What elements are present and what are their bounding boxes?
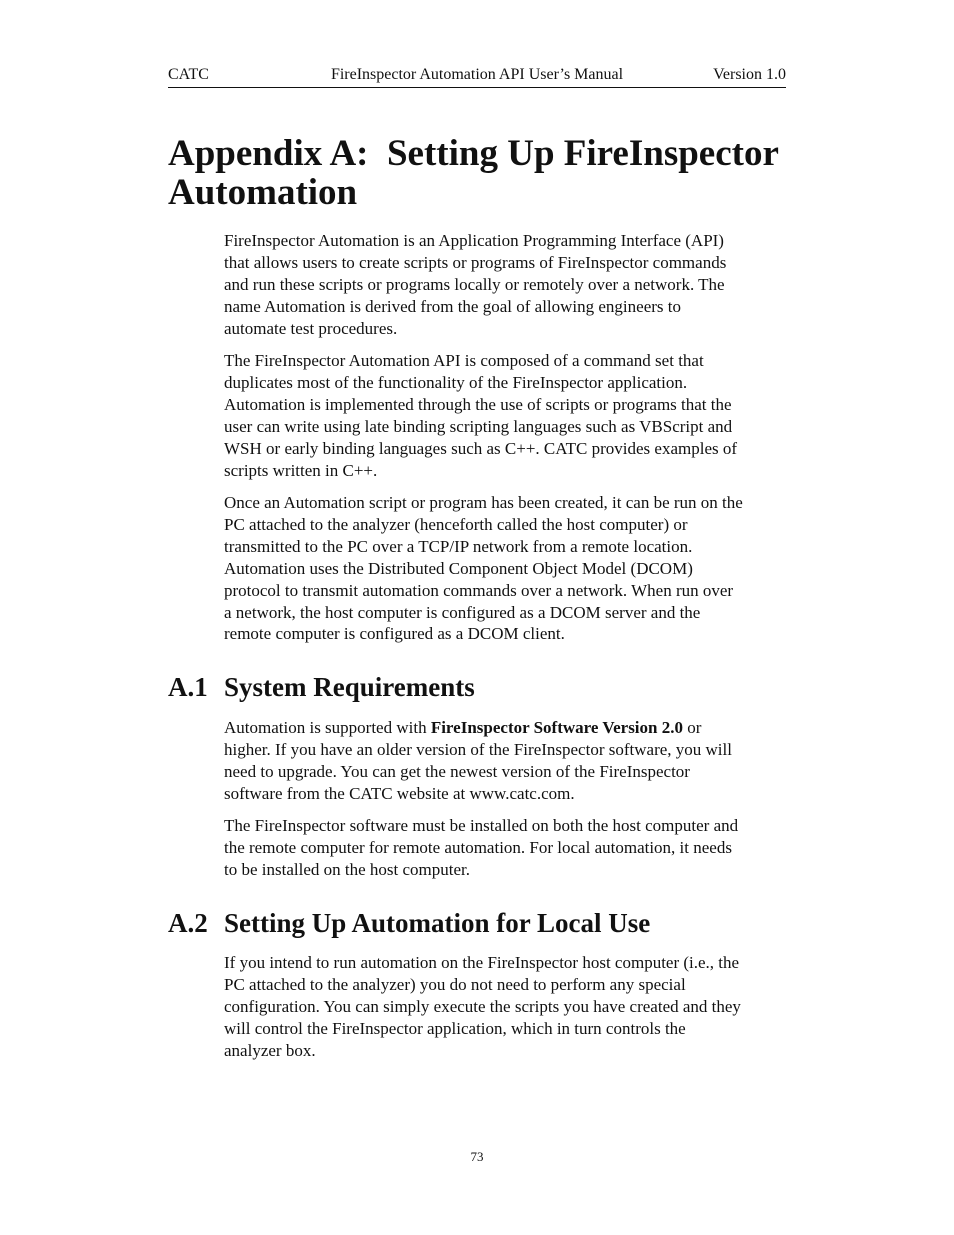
text-line: higher. If you have an older version of the FireInspector software, you will xyxy=(224,739,732,759)
text-line: need to upgrade. You can get the newest version of the FireInspector xyxy=(224,761,690,781)
section-heading-a1 xyxy=(168,672,475,702)
text-line: name Automation is derived from the goal of allowing engineers to xyxy=(224,296,681,316)
text-line: configuration. You can simply execute the scripts you have created and they xyxy=(224,996,741,1016)
section-title: System Requirements xyxy=(224,672,475,702)
text-line: that allows users to create scripts or programs of FireInspector commands xyxy=(224,252,727,272)
text-line: FireInspector Automation is an Application Programming Interface (API) xyxy=(224,231,724,250)
a1-paragraph-2 xyxy=(224,815,786,881)
section-title: Setting Up Automation for Local Use xyxy=(224,908,651,938)
page-number: 73 xyxy=(470,1149,484,1164)
text-line: PC attached to the analyzer) you do not need to perform any special xyxy=(224,974,686,994)
section-number: A.1 xyxy=(168,672,208,702)
a1-paragraph-1 xyxy=(224,717,786,805)
appendix-title-line-2: Automation xyxy=(168,172,358,213)
text-run: Automation is supported with xyxy=(224,718,431,737)
text-line: If you intend to run automation on the FireInspector host computer (i.e., the xyxy=(224,953,740,972)
text-line: a network, the host computer is configured as a DCOM server and the xyxy=(224,602,701,622)
text-line: duplicates most of the functionality of the FireInspector application. xyxy=(224,372,688,392)
text-line: and run these scripts or programs locally or remotely over a network. The xyxy=(224,274,725,294)
text-line: software from the CATC website at www.catc.com. xyxy=(224,783,575,803)
text-line: to be installed on the host computer. xyxy=(224,859,470,879)
a2-paragraph-1 xyxy=(224,952,786,1062)
text-line: will control the FireInspector application, which in turn controls the xyxy=(224,1018,686,1038)
header-version: Version 1.0 xyxy=(713,66,786,83)
text-line: automate test procedures. xyxy=(224,318,398,338)
text-line: the remote computer for remote automation. For local automation, it needs xyxy=(224,837,732,857)
appendix-title-line-1: Appendix A: Setting Up FireInspector xyxy=(168,133,779,174)
text-line: The FireInspector Automation API is composed of a command set that xyxy=(224,351,704,370)
header-company: CATC xyxy=(168,66,209,83)
text-line: The FireInspector software must be installed on both the host computer and xyxy=(224,816,739,835)
intro-paragraph-3 xyxy=(224,492,786,645)
section-number: A.2 xyxy=(168,908,208,938)
section-heading-a2 xyxy=(168,908,650,938)
text-line: PC attached to the analyzer (henceforth called the host computer) or xyxy=(224,514,688,534)
text-run: or xyxy=(682,718,702,737)
text-line: scripts written in C++. xyxy=(224,460,378,480)
text-line: Automation is implemented through the use of scripts or programs that the xyxy=(224,394,732,414)
text-line: Automation uses the Distributed Component Object Model (DCOM) xyxy=(224,558,693,578)
text-line: transmitted to the PC over a TCP/IP network from a remote location. xyxy=(224,536,693,556)
text-line: WSH or early binding languages such as C++. CATC provides examples of xyxy=(224,438,738,458)
intro-paragraph-2 xyxy=(224,350,786,481)
text-line xyxy=(224,717,786,739)
header-manual-title: FireInspector Automation API User’s Manual xyxy=(330,66,624,83)
intro-paragraph-1 xyxy=(224,230,786,340)
text-line: remote computer is configured as a DCOM client. xyxy=(224,624,565,644)
text-line: protocol to transmit automation commands over a network. When run over xyxy=(224,580,734,600)
bold-software-version: FireInspector Software Version 2.0 xyxy=(430,718,683,737)
running-header xyxy=(168,66,786,88)
text-line: analyzer box. xyxy=(224,1040,316,1060)
appendix-title xyxy=(168,134,808,212)
text-line: Once an Automation script or program has been created, it can be run on the xyxy=(224,493,743,512)
text-line: user can write using late binding scripting languages such as VBScript and xyxy=(224,416,733,436)
